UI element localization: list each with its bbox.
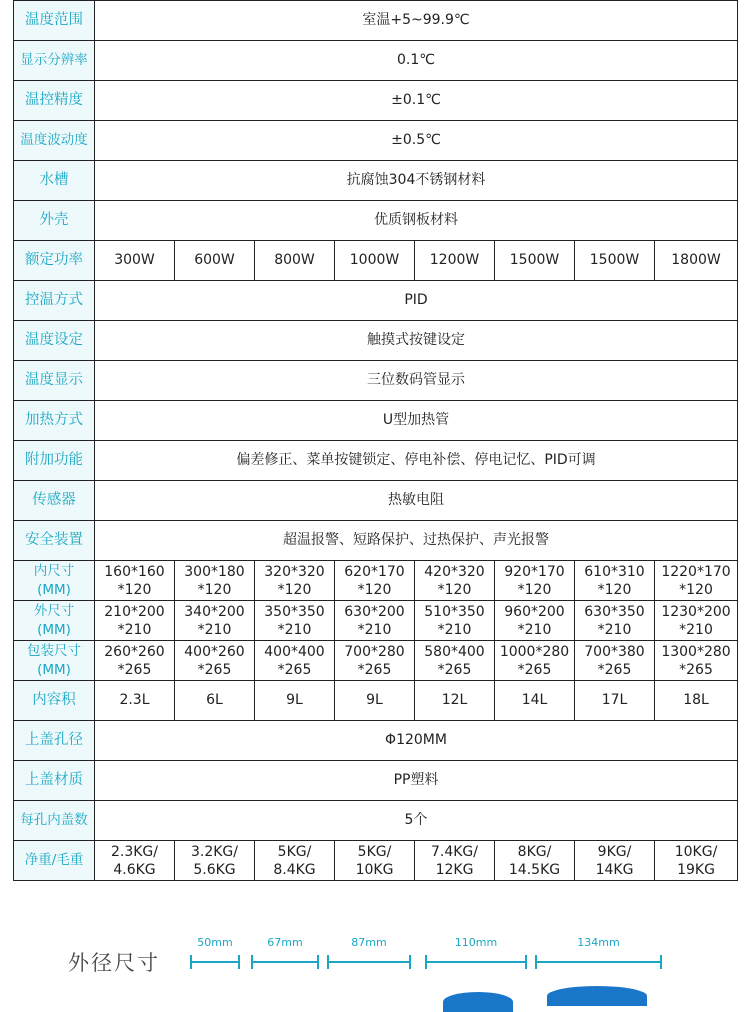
spec-row (14, 721, 738, 761)
spec-value: 室温+5~99.9℃ (95, 1, 738, 41)
spec-row (14, 601, 738, 641)
spec-label: 额定功率 (14, 241, 95, 281)
spec-row (14, 121, 738, 161)
spec-cell: 340*200 *210 (175, 601, 255, 641)
spec-label: 外尺寸 (MM) (14, 601, 95, 641)
spec-row (14, 1, 738, 41)
spec-value: PID (95, 281, 738, 321)
spec-cell: 18L (655, 681, 738, 721)
spec-label: 附加功能 (14, 441, 95, 481)
spec-cell: 800W (255, 241, 335, 281)
spec-cell: 9L (255, 681, 335, 721)
spec-cell: 6L (175, 681, 255, 721)
spec-label: 传感器 (14, 481, 95, 521)
spec-value: 偏差修正、菜单按键锁定、停电补偿、停电记忆、PID可调 (95, 441, 738, 481)
spec-label: 包装尺寸 (MM) (14, 641, 95, 681)
spec-cell: 300*180 *120 (175, 561, 255, 601)
spec-label: 上盖孔径 (14, 721, 95, 761)
spec-row (14, 801, 738, 841)
spec-cell: 210*200 *210 (95, 601, 175, 641)
spec-cell: 7.4KG/ 12KG (415, 841, 495, 881)
spec-cell: 1000*280 *265 (495, 641, 575, 681)
spec-row (14, 241, 738, 281)
spec-value: Φ120MM (95, 721, 738, 761)
spec-row (14, 641, 738, 681)
outer-diameter-title: 外径尺寸 (68, 951, 160, 975)
spec-cell: 160*160 *120 (95, 561, 175, 601)
spec-row (14, 401, 738, 441)
spec-value: PP塑料 (95, 761, 738, 801)
spec-row (14, 841, 738, 881)
spec-value: 触摸式按键设定 (95, 321, 738, 361)
spec-value: 超温报警、短路保护、过热保护、声光报警 (95, 521, 738, 561)
spec-cell: 620*170 *120 (335, 561, 415, 601)
spec-row (14, 161, 738, 201)
spec-cell: 14L (495, 681, 575, 721)
spec-cell: 610*310 *120 (575, 561, 655, 601)
spec-label: 温控精度 (14, 81, 95, 121)
dimension-label: 87mm (351, 936, 387, 949)
spec-label: 净重/毛重 (14, 841, 95, 881)
lid-image-small (443, 992, 513, 1012)
spec-cell: 600W (175, 241, 255, 281)
spec-cell: 5KG/ 8.4KG (255, 841, 335, 881)
spec-cell: 350*350 *210 (255, 601, 335, 641)
spec-row (14, 521, 738, 561)
spec-label: 显示分辨率 (14, 41, 95, 81)
spec-cell: 630*200 *210 (335, 601, 415, 641)
spec-row (14, 681, 738, 721)
spec-value: 5个 (95, 801, 738, 841)
dimension-bar (251, 961, 319, 963)
spec-cell: 400*260 *265 (175, 641, 255, 681)
spec-value: 优质钢板材料 (95, 201, 738, 241)
spec-label: 上盖材质 (14, 761, 95, 801)
dimension-label: 110mm (454, 936, 498, 949)
spec-cell: 260*260 *265 (95, 641, 175, 681)
spec-row (14, 41, 738, 81)
spec-cell: 9KG/ 14KG (575, 841, 655, 881)
spec-cell: 12L (415, 681, 495, 721)
spec-cell: 1000W (335, 241, 415, 281)
spec-value: 热敏电阻 (95, 481, 738, 521)
spec-cell: 320*320 *120 (255, 561, 335, 601)
spec-cell: 1300*280 *265 (655, 641, 738, 681)
spec-cell: 10KG/ 19KG (655, 841, 738, 881)
spec-row (14, 441, 738, 481)
spec-cell: 1220*170 *120 (655, 561, 738, 601)
dimension-110mm (425, 900, 527, 980)
dimension-67mm (251, 900, 319, 980)
dimension-bar (190, 961, 240, 963)
spec-label: 控温方式 (14, 281, 95, 321)
dimension-134mm (535, 900, 662, 980)
dimension-label: 67mm (267, 936, 303, 949)
spec-cell: 630*350 *210 (575, 601, 655, 641)
spec-label: 安全装置 (14, 521, 95, 561)
spec-row (14, 81, 738, 121)
spec-label: 内容积 (14, 681, 95, 721)
spec-row (14, 561, 738, 601)
spec-cell: 420*320 *120 (415, 561, 495, 601)
spec-row (14, 761, 738, 801)
spec-cell: 1800W (655, 241, 738, 281)
outer-diameter-section (0, 900, 750, 1000)
spec-label: 内尺寸 (MM) (14, 561, 95, 601)
spec-cell: 17L (575, 681, 655, 721)
spec-value: ±0.5℃ (95, 121, 738, 161)
spec-cell: 8KG/ 14.5KG (495, 841, 575, 881)
dimension-label: 50mm (197, 936, 233, 949)
spec-value: 三位数码管显示 (95, 361, 738, 401)
spec-cell: 300W (95, 241, 175, 281)
dimension-bar (327, 961, 411, 963)
spec-label: 温度波动度 (14, 121, 95, 161)
spec-cell: 700*280 *265 (335, 641, 415, 681)
spec-row (14, 201, 738, 241)
spec-cell: 2.3L (95, 681, 175, 721)
spec-value: U型加热管 (95, 401, 738, 441)
spec-label: 加热方式 (14, 401, 95, 441)
dimension-87mm (327, 900, 411, 980)
spec-cell: 920*170 *120 (495, 561, 575, 601)
spec-cell: 9L (335, 681, 415, 721)
spec-cell: 960*200 *210 (495, 601, 575, 641)
lid-image-large (547, 986, 647, 1006)
spec-label: 外壳 (14, 201, 95, 241)
dimension-50mm (190, 900, 240, 980)
spec-value: 抗腐蚀304不锈钢材料 (95, 161, 738, 201)
spec-cell: 700*380 *265 (575, 641, 655, 681)
spec-cell: 1230*200 *210 (655, 601, 738, 641)
spec-row (14, 481, 738, 521)
spec-label: 温度范围 (14, 1, 95, 41)
dimension-label: 134mm (577, 936, 620, 949)
spec-label: 温度设定 (14, 321, 95, 361)
spec-cell: 1200W (415, 241, 495, 281)
spec-table (13, 0, 738, 881)
spec-value: 0.1℃ (95, 41, 738, 81)
spec-value: ±0.1℃ (95, 81, 738, 121)
spec-cell: 1500W (575, 241, 655, 281)
spec-cell: 3.2KG/ 5.6KG (175, 841, 255, 881)
dimension-bar (425, 961, 527, 963)
spec-label: 水槽 (14, 161, 95, 201)
dimension-bar (535, 961, 662, 963)
spec-cell: 510*350 *210 (415, 601, 495, 641)
spec-cell: 1500W (495, 241, 575, 281)
spec-label: 温度显示 (14, 361, 95, 401)
spec-cell: 580*400 *265 (415, 641, 495, 681)
spec-row (14, 281, 738, 321)
spec-row (14, 361, 738, 401)
spec-cell: 5KG/ 10KG (335, 841, 415, 881)
spec-row (14, 321, 738, 361)
spec-cell: 2.3KG/ 4.6KG (95, 841, 175, 881)
spec-label: 每孔内盖数 (14, 801, 95, 841)
spec-cell: 400*400 *265 (255, 641, 335, 681)
